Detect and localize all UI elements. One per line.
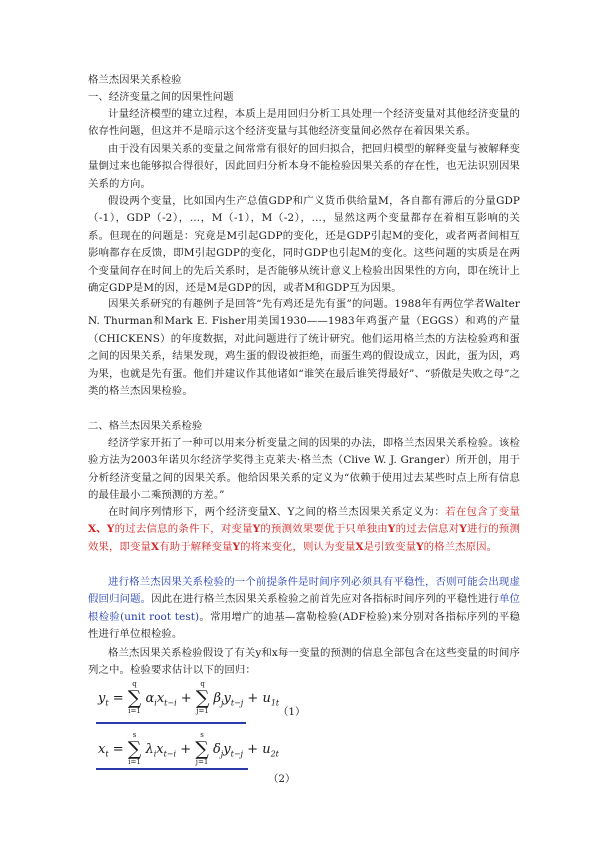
section-1-paragraph-2: 由于没有因果关系的变量之间常常有很好的回归拟合，把回归模型的解释变量与被解释变量倒过来也能够拟合得很好，因此回归分析本身不能检验因果关系的存在性，也无法识别因果关系的方向。	[88, 143, 520, 190]
equation-2-underline	[96, 768, 248, 770]
section-1-paragraph-3: 假设两个变量，比如国内生产总值GDP和广义货币供给量M，各自都有滞后的分量GDP（-1），GDP（-2），…，M（-1），M（-2），…，显然这两个变量都存在着相互影响的关系。但现在的问题是：究竟是M引起GDP的变化，还是GDP引起M的变化，或者两者间相互影响都存在反馈，即M引起GDP的变化，同时GDP也引起M的变化。这些问题的实质是在两个变量间存在时间上的先后关系时，是否能够从统计意义上检验出因果性的方向，即在统计上确定GDP是M的因，还是M是GDP的因，或者M和GDP互为因果。	[88, 195, 520, 295]
equation-1-number: （1）	[278, 706, 306, 718]
section-2-heading: 二、格兰杰因果关系检验	[88, 420, 203, 432]
section-1-paragraph-4: 因果关系研究的有趣例子是回答“先有鸡还是先有蛋”的问题。1988年有两位学者Walter N. Thurman和Mark E. Fisher用美国1930——1983年鸡蛋产量（EGGS）和鸡的产量（CHICKENS）的年度数据，对此问题进行了统计研究。他们运用格兰杰的方法检验鸡和蛋之间的因果关系，结果发现，鸡生蛋的假设被拒绝，而蛋生鸡的假设成立，因此，蛋为因，鸡为果，也就是先有蛋。他们并建议作其他诸如“谁笑在最后谁笑得最好”、“骄傲是失败之母”之类的格兰杰因果检验。	[88, 298, 520, 398]
document-title: 格兰杰因果关系检验	[88, 74, 182, 86]
equation-1-underline	[96, 722, 246, 724]
section-2-paragraph-1: 经济学家开拓了一种可以用来分析变量之间的因果的办法，即格兰杰因果关系检验。该检验方法为2003年诺贝尔经济学奖得主克莱夫·格兰杰（Clive W. J. Granger）所开创，用于分析经济变量之间的因果关系。他给因果关系的定义为“依赖于使用过去某些时点上所有信息的最佳最小二乘预测的方差。”	[88, 437, 520, 502]
section-1-paragraph-1: 计量经济模型的建立过程，本质上是用回归分析工具处理一个经济变量对其他经济变量的依存性问题，但这并不是暗示这个经济变量与其他经济变量间必然存在着因果关系。	[88, 108, 520, 138]
equation-2-number: （2）	[268, 773, 296, 785]
granger-definition-paragraph: 在时间序列情形下，两个经济变量X、Y之间的格兰杰因果关系定义为：若在包含了变量X、Y的过去信息的条件下，对变量Y的预测效果要优于只单独由Y的过去信息对Y进行的预测效果，即变量X有助于解释变量Y的将来变化，则认为变量X是引致变量Y的格兰杰原因。	[88, 506, 521, 553]
equation-2: $x_t$ = s ∑ i=1 $\lambda_ix_{t-i}$ + s ∑ j=1 $\delta_jy_{t-j} + u_{2t}$	[98, 731, 279, 766]
section-1-heading: 一、经济变量之间的因果性问题	[88, 91, 234, 103]
stationarity-paragraph: 进行格兰杰因果关系检验的一个前提条件是时间序列必须具有平稳性，否则可能会出现虚假回归问题。因此在进行格兰杰因果关系检验之前首先应对各指标时间序列的平稳性进行单位根检验(unit root test)。常用增广的迪基—富勒检验(ADF检验)来分别对各指标序列的平稳性进行单位根检验。	[88, 576, 521, 641]
unit-root-test-highlight: 单位根检验(unit root test)	[88, 593, 520, 623]
equation-1: $y_t$ = q ∑ i=1 $\alpha_ix_{t-i}$ + q ∑ j=1 $\beta_jy_{t-j} + u_{1t}$	[98, 680, 280, 715]
definition-lead: 在时间序列情形下，两个经济变量X、Y之间的格兰杰因果关系定义为：	[108, 506, 446, 518]
stationarity-premise-highlight: 进行格兰杰因果关系检验的一个前提条件是时间序列必须具有平稳性，否则可能会出现虚假回归问题。	[88, 576, 520, 606]
regression-intro-paragraph: 格兰杰因果关系检验假设了有关y和x每一变量的预测的信息全部包含在这些变量的时间序列之中。检验要求估计以下的回归：	[88, 647, 520, 677]
